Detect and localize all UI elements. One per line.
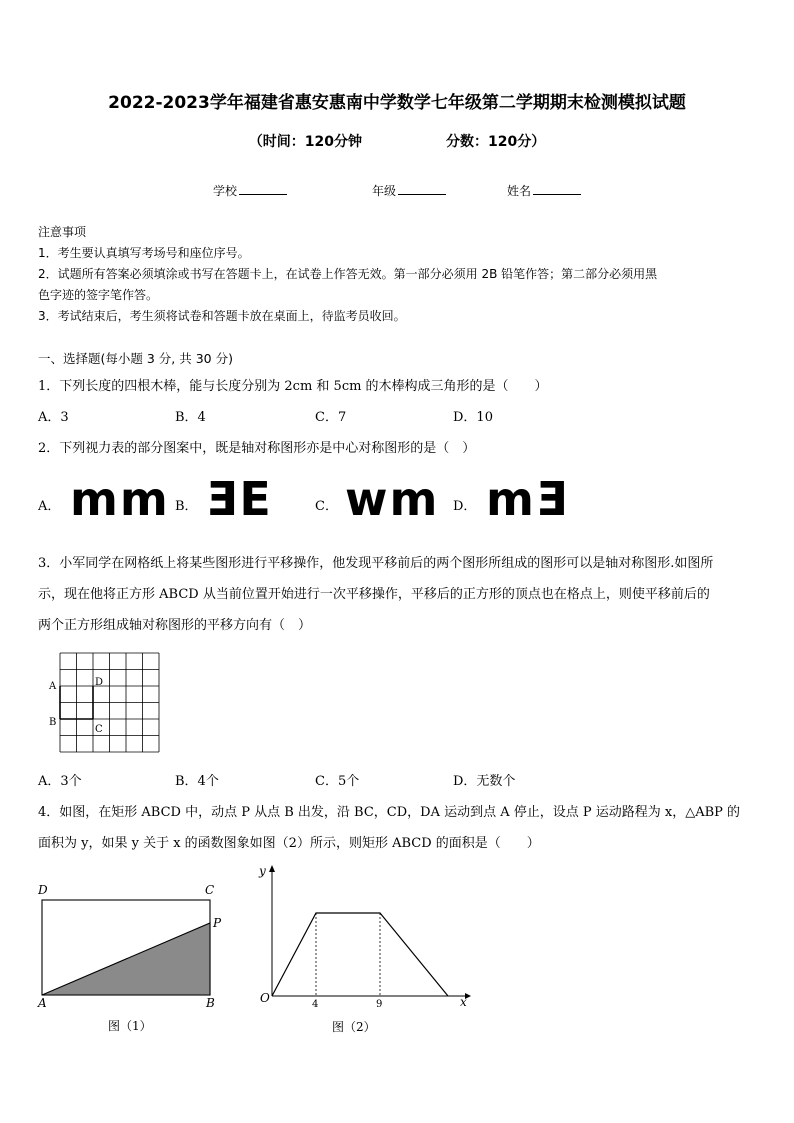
q2-glyph-c: wm xyxy=(345,472,440,526)
grid-label-d: D xyxy=(95,677,104,688)
y-axis-arrow xyxy=(269,865,275,872)
q2-option-d[interactable]: D． xyxy=(453,499,477,514)
school-field xyxy=(213,182,287,199)
q4-figure-2 xyxy=(250,860,475,1040)
q2-glyph-b: ƎE xyxy=(206,472,273,526)
fig2-tick-4: 4 xyxy=(312,999,319,1010)
fig1-label-b: B xyxy=(206,996,215,1010)
q2-option-a[interactable]: A． xyxy=(38,499,61,514)
q1-option-b[interactable]: B．4 xyxy=(175,410,206,425)
question-1-text: 1．下列长度的四根木棒，能与长度分别为 2cm 和 5cm 的木棒构成三角形的是（ ） xyxy=(38,379,548,394)
notice-item: 1．考生要认真填写考场号和座位序号。 xyxy=(38,246,250,260)
q3-option-b[interactable]: B．4个 xyxy=(175,774,219,789)
fig1-label-d: D xyxy=(38,883,48,897)
q2-option-c[interactable]: C． xyxy=(315,499,338,514)
grade-label: 年级 xyxy=(372,184,397,198)
grid-label-c: C xyxy=(95,724,103,735)
name-label: 姓名 xyxy=(507,184,532,198)
q3-grid-figure xyxy=(40,645,170,760)
grade-field xyxy=(372,182,446,199)
fig2-label-o: O xyxy=(260,991,270,1005)
grade-blank[interactable] xyxy=(398,184,446,195)
grid-label-a: A xyxy=(49,681,57,692)
question-3-line: 示，现在他将正方形 ABCD 从当前位置开始进行一次平移操作，平移后的正方形的顶点也在格点上，则使平移前后的 xyxy=(38,587,710,602)
question-3-line: 3．小军同学在网格纸上将某些图形进行平移操作，他发现平移前后的两个图形所组成的图形可以是轴对称图形.如图所 xyxy=(38,556,714,571)
fig2-label-y: y xyxy=(259,864,266,878)
name-field xyxy=(507,182,581,199)
school-label: 学校 xyxy=(213,184,238,198)
q2-glyph-a: mm xyxy=(70,472,170,526)
fig1-caption: 图（1） xyxy=(108,1019,152,1033)
fig1-label-p: P xyxy=(213,916,222,930)
name-blank[interactable] xyxy=(533,184,581,195)
q3-option-a[interactable]: A．3个 xyxy=(38,774,82,789)
question-2-text: 2．下列视力表的部分图案中，既是轴对称图形亦是中心对称图形的是（ ） xyxy=(38,441,476,456)
fig1-label-a: A xyxy=(38,996,47,1010)
q4-figure-1 xyxy=(30,875,230,1040)
fig2-tick-9: 9 xyxy=(376,999,383,1010)
q3-option-d[interactable]: D．无数个 xyxy=(453,774,516,789)
exam-title: 2022-2023学年福建省惠安惠南中学数学七年级第二学期期末检测模拟试题 xyxy=(108,93,686,113)
q1-option-c[interactable]: C．7 xyxy=(315,410,347,425)
function-graph xyxy=(272,913,448,996)
notice-item: 色字迹的签字笔作答。 xyxy=(38,288,159,302)
q3-option-c[interactable]: C．5个 xyxy=(315,774,360,789)
grid-lines xyxy=(60,653,159,752)
fig1-label-c: C xyxy=(205,883,215,897)
notice-item: 2．试题所有答案必须填涂或书写在答题卡上，在试卷上作答无效。第一部分必须用 2B 铅笔作答；第二部分必须用黑 xyxy=(38,267,658,281)
exam-subtitle: （时间：120分钟 分数：120分） xyxy=(248,134,546,150)
fig2-caption: 图（2） xyxy=(332,1020,376,1034)
q2-option-b[interactable]: B． xyxy=(175,499,198,514)
q2-glyph-d: mƎ xyxy=(486,472,570,526)
triangle-abp xyxy=(42,923,210,995)
section-title: 一、选择题(每小题 3 分, 共 30 分) xyxy=(38,351,233,366)
question-4-line: 面积为 y，如果 y 关于 x 的函数图象如图（2）所示，则矩形 ABCD 的面积是（ ） xyxy=(38,836,540,851)
fig2-label-x: x xyxy=(460,995,467,1009)
q1-option-d[interactable]: D．10 xyxy=(453,410,493,425)
question-3-line: 两个正方形组成轴对称图形的平移方向有（ ） xyxy=(38,618,312,633)
notice-heading: 注意事项 xyxy=(38,225,87,239)
q1-option-a[interactable]: A．3 xyxy=(38,410,69,425)
grid-label-b: B xyxy=(49,717,57,728)
question-4-line: 4．如图，在矩形 ABCD 中，动点 P 从点 B 出发，沿 BC，CD，DA 运动到点 A 停止，设点 P 运动路程为 x，△ABP 的 xyxy=(38,805,741,820)
school-blank[interactable] xyxy=(239,184,287,195)
notice-item: 3．考试结束后，考生须将试卷和答题卡放在桌面上，待监考员收回。 xyxy=(38,309,406,323)
